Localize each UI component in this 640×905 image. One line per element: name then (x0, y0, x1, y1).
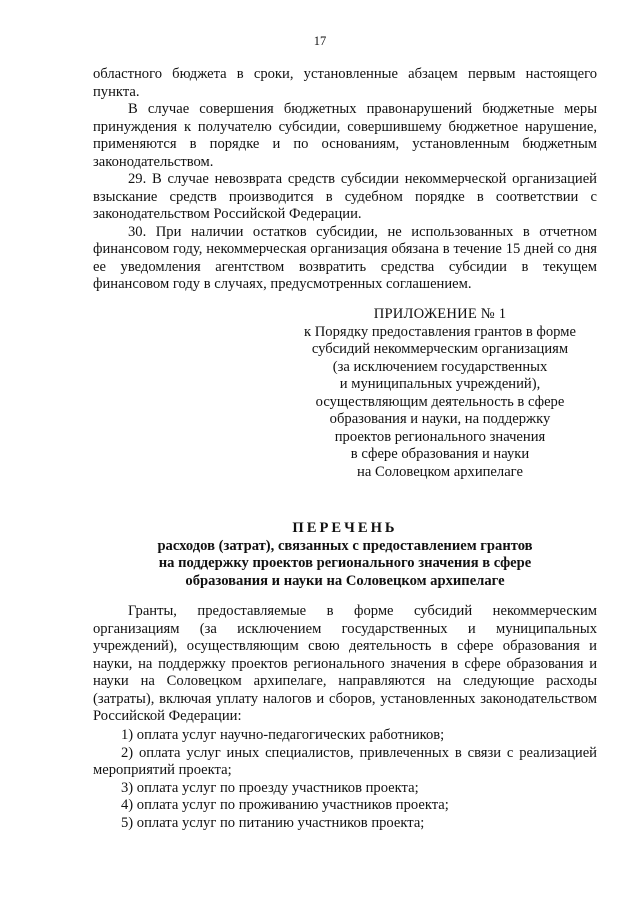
appendix-line: осуществляющим деятельность в сфере (315, 393, 565, 410)
paragraph-continuation: областного бюджета в сроки, установленные абзацем первым настоящего пункта. (93, 66, 597, 100)
list-item: 3) оплата услуг по проезду участников проекта; (121, 779, 419, 796)
appendix-line: и муниципальных учреждений), (339, 376, 541, 392)
appendix-line: (за исключением государственных (332, 358, 548, 375)
appendix-line: на Соловецком архипелаге (357, 463, 523, 480)
list-item: 2) оплата услуг иных специалистов, привлеченных в связи с реализацией мероприятий проекта; (93, 744, 597, 778)
top-text-block (93, 66, 597, 294)
list-item: 5) оплата услуг по питанию участников проекта; (121, 814, 425, 831)
expense-list (93, 727, 597, 832)
appendix-line: проектов регионального значения (334, 428, 546, 445)
list-title-line: на поддержку проектов регионального значения в сфере (158, 555, 532, 571)
list-item: 1) оплата услуг научно-педагогических работников; (121, 727, 445, 743)
list-heading: ПЕРЕЧЕНЬ (292, 520, 398, 536)
appendix-line: субсидий некоммерческим организациям (311, 341, 569, 357)
list-title-block (93, 520, 597, 590)
page-number: 17 (313, 34, 327, 48)
appendix-line: к Порядку предоставления грантов в форме (304, 323, 576, 340)
intro-paragraph: Гранты, предоставляемые в форме субсидий некоммерческим организациям (за исключением государственных и муниципальных учреждений), осуществляющим свою деятельность в сфере образования и науки, на поддержку проектов регионального значения в сфере образования и науки на Соловецком архипелаге, направляются на следующие расходы (затраты), включая уплату налогов и сборов, установленных законодательством Российской Федерации: (93, 603, 597, 724)
list-title-line: расходов (затрат), связанных с предоставлением грантов (157, 537, 533, 554)
appendix-block (290, 306, 590, 481)
list-item: 4) оплата услуг по проживанию участников проекта; (121, 797, 449, 813)
appendix-line: в сфере образования и науки (350, 446, 530, 462)
list-title-line: образования и науки на Соловецком архипелаге (185, 572, 505, 589)
appendix-heading: ПРИЛОЖЕНИЕ № 1 (373, 306, 507, 322)
paragraph-budget-measures: В случае совершения бюджетных правонарушений бюджетные меры принуждения к получателю субсидии, совершившему бюджетное нарушение, применяются в порядке и по основаниям, установленным бюджетным законодательством. (93, 101, 597, 170)
intro-block (93, 603, 597, 726)
appendix-line: образования и науки, на поддержку (329, 411, 551, 427)
paragraph-29: 29. В случае невозврата средств субсидии некоммерческой организацией взыскание средств производится в судебном порядке в соответствии с законодательством Российской Федерации. (93, 171, 597, 222)
paragraph-30: 30. При наличии остатков субсидии, не использованных в отчетном финансовом году, некоммерческая организация обязана в течение 15 дней со дня ее уведомления агентством возвратить средства субсидии в текущем финансовом году в случаях, предусмотренных соглашением. (93, 223, 597, 292)
